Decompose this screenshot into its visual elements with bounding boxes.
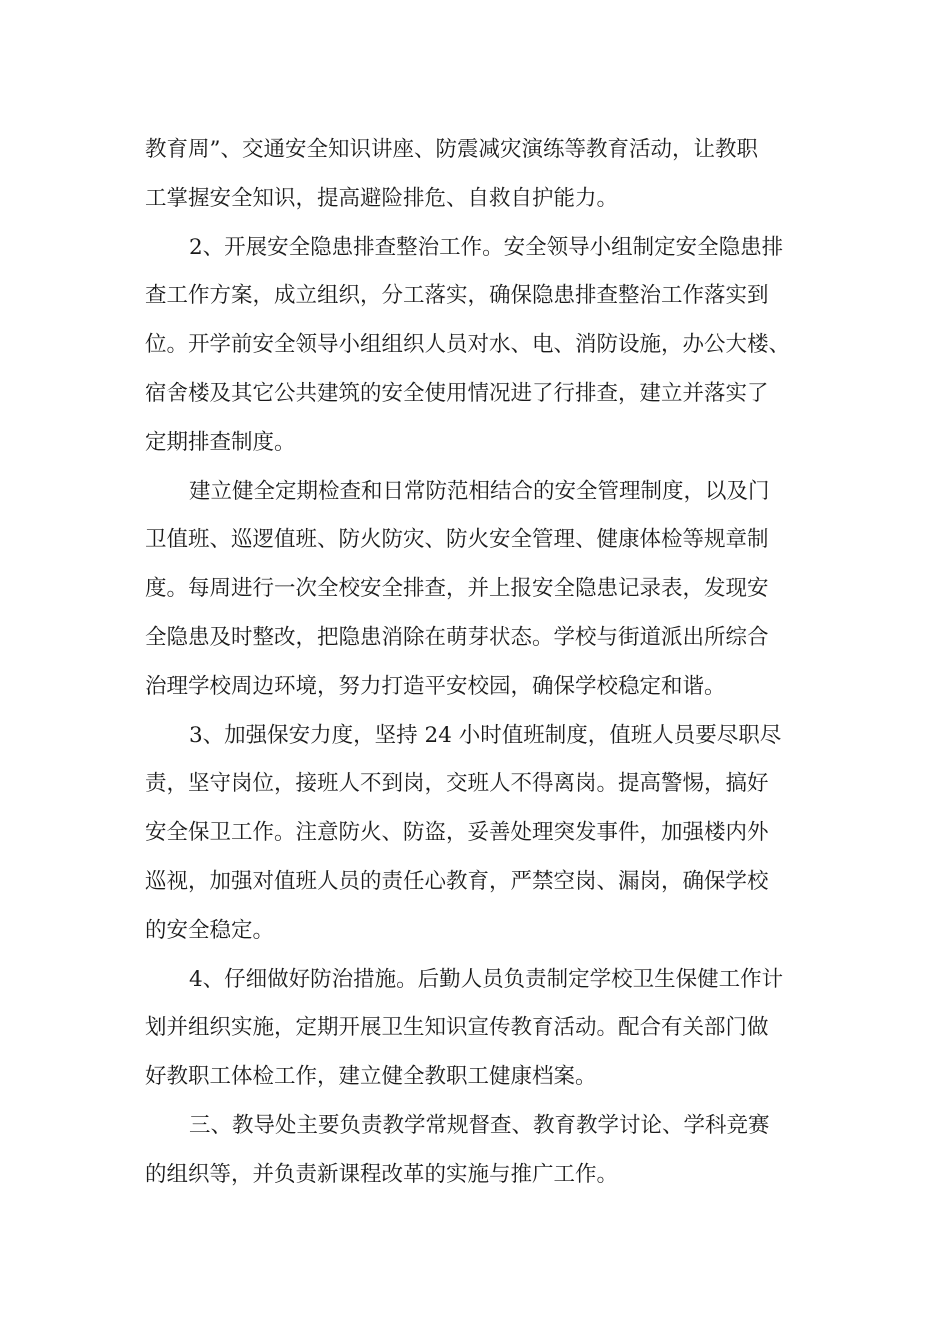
paragraph-prevention-measures (145, 956, 825, 1102)
text-line: 建立健全定期检查和日常防范相结合的安全管理制度，以及门 (189, 478, 770, 504)
text-line: 治理学校周边环境，努力打造平安校园，确保学校稳定和谐。 (145, 673, 726, 699)
text-line: 巡视，加强对值班人员的责任心教育，严禁空岗、漏岗，确保学校 (145, 868, 769, 894)
paragraph-teaching-office (145, 1102, 825, 1200)
text-line: 查工作方案，成立组织，分工落实，确保隐患排查整治工作落实到 (145, 283, 769, 309)
text-line: 好教职工体检工作，建立健全教职工健康档案。 (145, 1064, 597, 1090)
text-line: 三、教导处主要负责教学常规督查、教育教学讨论、学科竞赛 (189, 1112, 770, 1138)
text-line: 安全保卫工作。注意防火、防盗，妥善处理突发事件，加强楼内外 (145, 820, 769, 846)
paragraph-hazard-inspection (145, 224, 825, 468)
text-line: 教育周”、交通安全知识讲座、防震减灾演练等教育活动，让教职 (145, 137, 758, 162)
text-line: 工掌握安全知识，提高避险排危、自救自护能力。 (145, 185, 619, 211)
paragraph-security-duty (145, 712, 825, 956)
text-line: 的组织等，并负责新课程改革的实施与推广工作。 (145, 1161, 619, 1187)
text-line: 位。开学前安全领导小组组织人员对水、电、消防设施，办公大楼、 (145, 332, 791, 358)
text-line: 定期排查制度。 (145, 429, 296, 455)
paragraph-safety-education-continued (145, 126, 825, 224)
text-line: 责，坚守岗位，接班人不到岗，交班人不得离岗。提高警惕，搞好 (145, 771, 769, 797)
text-line: 的安全稳定。 (145, 917, 275, 943)
text-line: 宿舍楼及其它公共建筑的安全使用情况进了行排查，建立并落实了 (145, 380, 769, 406)
text-line: 全隐患及时整改，把隐患消除在萌芽状态。学校与街道派出所综合 (145, 624, 769, 650)
paragraph-safety-management-system (145, 468, 825, 712)
text-line: 2、开展安全隐患排查整治工作。安全领导小组制定安全隐患排 (189, 234, 784, 260)
text-line: 3、加强保安力度，坚持 24 小时值班制度，值班人员要尽职尽 (189, 722, 782, 748)
document-body (145, 126, 825, 1200)
text-line: 4、仔细做好防治措施。后勤人员负责制定学校卫生保健工作计 (189, 966, 784, 992)
text-line: 卫值班、巡逻值班、防火防灾、防火安全管理、健康体检等规章制 (145, 527, 769, 553)
text-line: 划并组织实施，定期开展卫生知识宣传教育活动。配合有关部门做 (145, 1015, 769, 1041)
text-line: 度。每周进行一次全校安全排查，并上报安全隐患记录表，发现安 (145, 576, 769, 602)
